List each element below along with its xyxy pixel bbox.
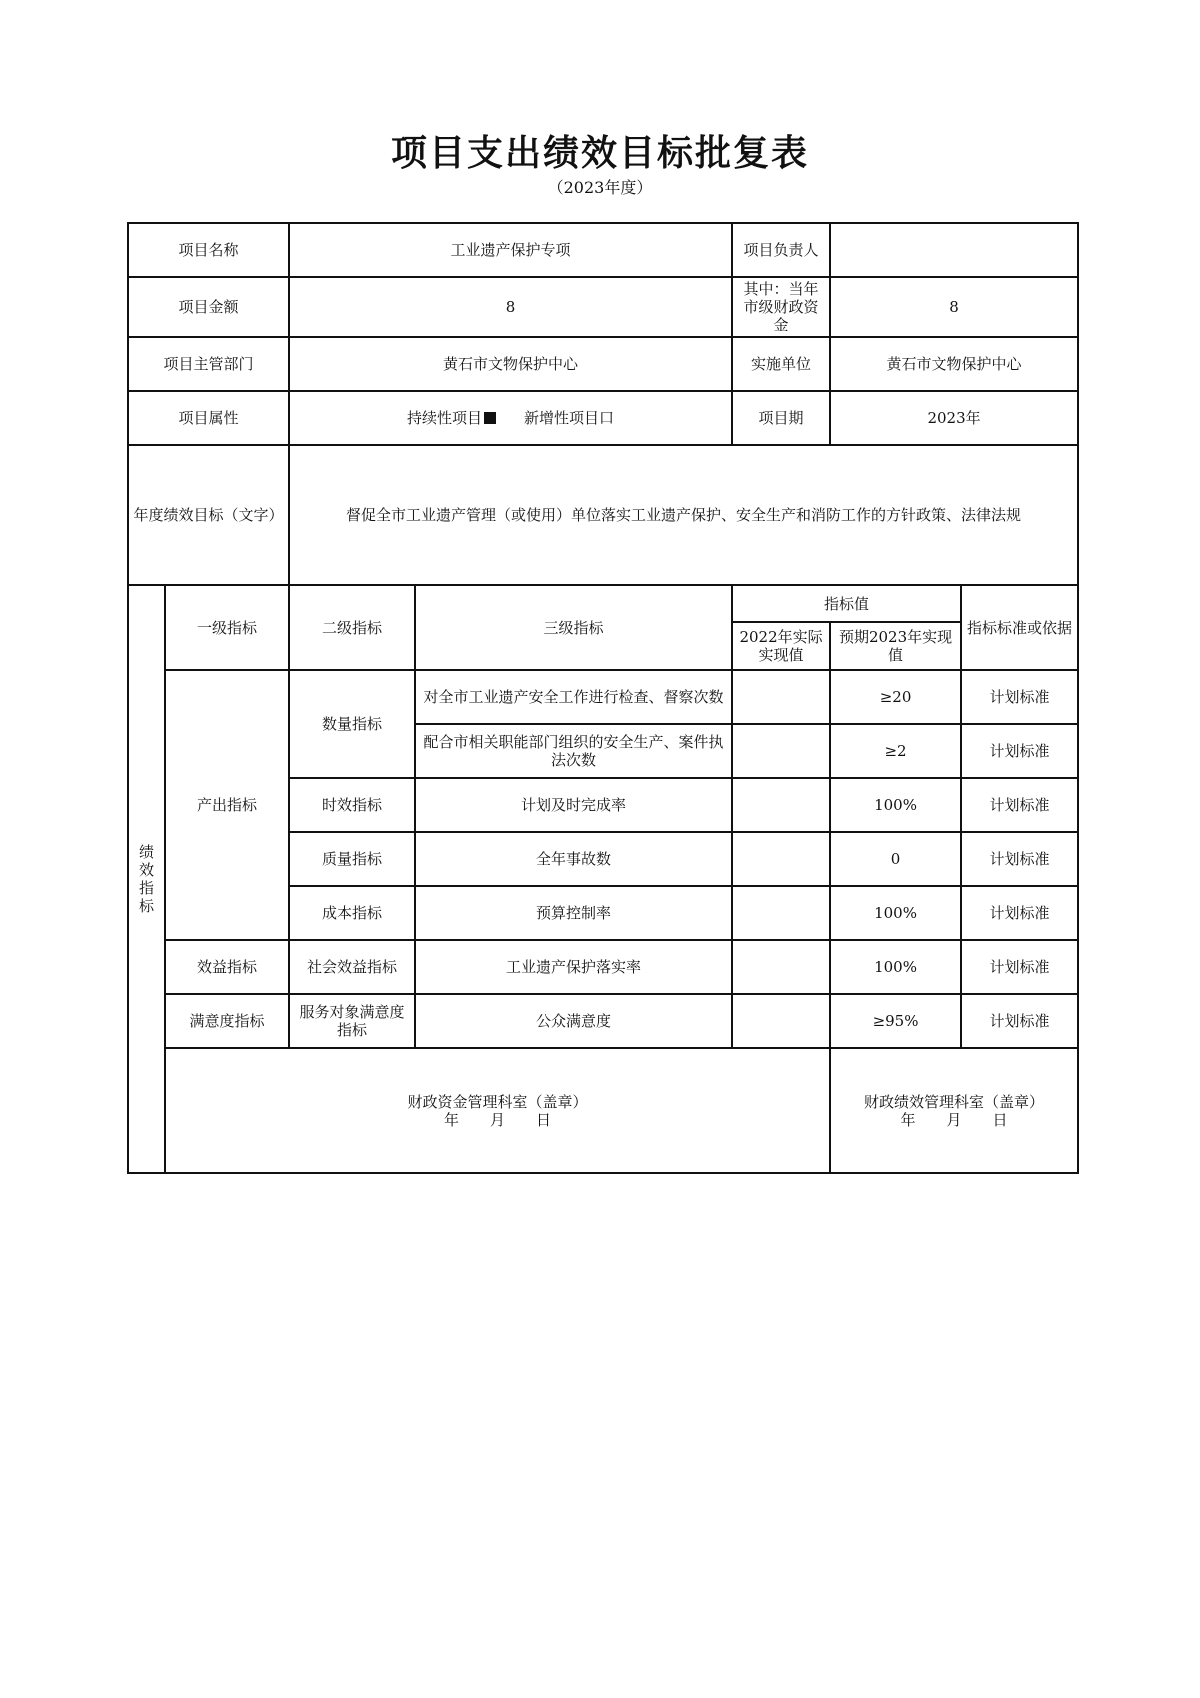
- indicator-header-row-1: [128, 585, 1078, 622]
- actual-cell: [732, 994, 830, 1048]
- basis-cell: 计划标准: [961, 940, 1078, 994]
- project-amount-value: 8: [289, 277, 732, 337]
- expected-cell: 100%: [830, 940, 961, 994]
- level3-cell: 工业遗产保护落实率: [415, 940, 732, 994]
- row-annual-goal: [128, 445, 1078, 585]
- attr-continuing-label: 持续性项目: [407, 409, 483, 427]
- city-fund-label: 其中：当年市级财政资金: [732, 277, 830, 337]
- annual-goal-label: 年度绩效目标（文字）: [128, 445, 289, 585]
- level3-cell: 配合市相关职能部门组织的安全生产、案件执法次数: [415, 724, 732, 778]
- project-owner-value: [830, 223, 1078, 277]
- row-project-attribute: [128, 391, 1078, 445]
- header-expected-2023: 预期2023年实现值: [830, 622, 961, 670]
- level2-cost: 成本指标: [289, 886, 415, 940]
- level1-satisfaction: 满意度指标: [165, 994, 289, 1048]
- basis-cell: 计划标准: [961, 724, 1078, 778]
- department-value: 黄石市文物保护中心: [289, 337, 732, 391]
- header-value-group: 指标值: [732, 585, 961, 622]
- signature-row: [128, 1048, 1078, 1173]
- annual-goal-text: 督促全市工业遗产管理（或使用）单位落实工业遗产保护、安全生产和消防工作的方针政策、法律法规: [289, 445, 1078, 585]
- expected-cell: ≥2: [830, 724, 961, 778]
- page-subtitle: （2023年度）: [547, 178, 653, 197]
- basis-cell: 计划标准: [961, 994, 1078, 1048]
- basis-cell: 计划标准: [961, 670, 1078, 724]
- row-project-amount: [128, 277, 1078, 337]
- header-level1: 一级指标: [165, 585, 289, 670]
- project-name-label: 项目名称: [128, 223, 289, 277]
- level2-quantity: 数量指标: [289, 670, 415, 778]
- city-fund-value: 8: [830, 277, 1078, 337]
- signature-date-right: 年 月 日: [900, 1110, 1008, 1129]
- header-basis: 指标标准或依据: [961, 585, 1078, 670]
- level3-cell: 公众满意度: [415, 994, 732, 1048]
- implementing-unit-value: 黄石市文物保护中心: [830, 337, 1078, 391]
- actual-cell: [732, 940, 830, 994]
- page-title: 项目支出绩效目标批复表: [390, 133, 809, 174]
- header-actual-2022: 2022年实际实现值: [732, 622, 830, 670]
- finance-fund-office-signature: [165, 1048, 830, 1173]
- header-level3: 三级指标: [415, 585, 732, 670]
- row-department: [128, 337, 1078, 391]
- level2-quality: 质量指标: [289, 832, 415, 886]
- row-project-name: [128, 223, 1078, 277]
- level3-cell: 预算控制率: [415, 886, 732, 940]
- project-attribute-value: [289, 391, 732, 445]
- project-period-label: 项目期: [732, 391, 830, 445]
- expected-cell: 100%: [830, 778, 961, 832]
- table-row: [128, 994, 1078, 1048]
- performance-office-label: 财政绩效管理科室（盖章）: [864, 1092, 1045, 1111]
- level3-cell: 对全市工业遗产安全工作进行检查、督察次数: [415, 670, 732, 724]
- actual-cell: [732, 886, 830, 940]
- basis-cell: 计划标准: [961, 886, 1078, 940]
- project-owner-label: 项目负责人: [732, 223, 830, 277]
- level3-cell: 计划及时完成率: [415, 778, 732, 832]
- performance-indicators-side-label: [128, 585, 165, 1173]
- side-label-text: 绩 效 指 标: [138, 843, 154, 915]
- level2-social: 社会效益指标: [289, 940, 415, 994]
- header-level2: 二级指标: [289, 585, 415, 670]
- expected-cell: 100%: [830, 886, 961, 940]
- project-amount-label: 项目金额: [128, 277, 289, 337]
- attr-new-label: 新增性项目口: [524, 409, 615, 427]
- actual-cell: [732, 670, 830, 724]
- performance-target-table: [127, 222, 1079, 1174]
- performance-office-signature: [830, 1048, 1078, 1173]
- basis-cell: 计划标准: [961, 778, 1078, 832]
- checked-square-icon: [484, 412, 496, 424]
- expected-cell: 0: [830, 832, 961, 886]
- level2-service: 服务对象满意度指标: [289, 994, 415, 1048]
- expected-cell: ≥95%: [830, 994, 961, 1048]
- table-row: [128, 940, 1078, 994]
- implementing-unit-label: 实施单位: [732, 337, 830, 391]
- finance-fund-office-label: 财政资金管理科室（盖章）: [407, 1092, 588, 1111]
- basis-cell: 计划标准: [961, 832, 1078, 886]
- level1-benefit: 效益指标: [165, 940, 289, 994]
- table-row: [128, 670, 1078, 724]
- expected-cell: ≥20: [830, 670, 961, 724]
- level1-output: 产出指标: [165, 670, 289, 940]
- signature-date-left: 年 月 日: [444, 1110, 552, 1129]
- project-attribute-label: 项目属性: [128, 391, 289, 445]
- level3-cell: 全年事故数: [415, 832, 732, 886]
- project-name-value: 工业遗产保护专项: [289, 223, 732, 277]
- level2-timeliness: 时效指标: [289, 778, 415, 832]
- actual-cell: [732, 724, 830, 778]
- project-period-value: 2023年: [830, 391, 1078, 445]
- actual-cell: [732, 778, 830, 832]
- department-label: 项目主管部门: [128, 337, 289, 391]
- actual-cell: [732, 832, 830, 886]
